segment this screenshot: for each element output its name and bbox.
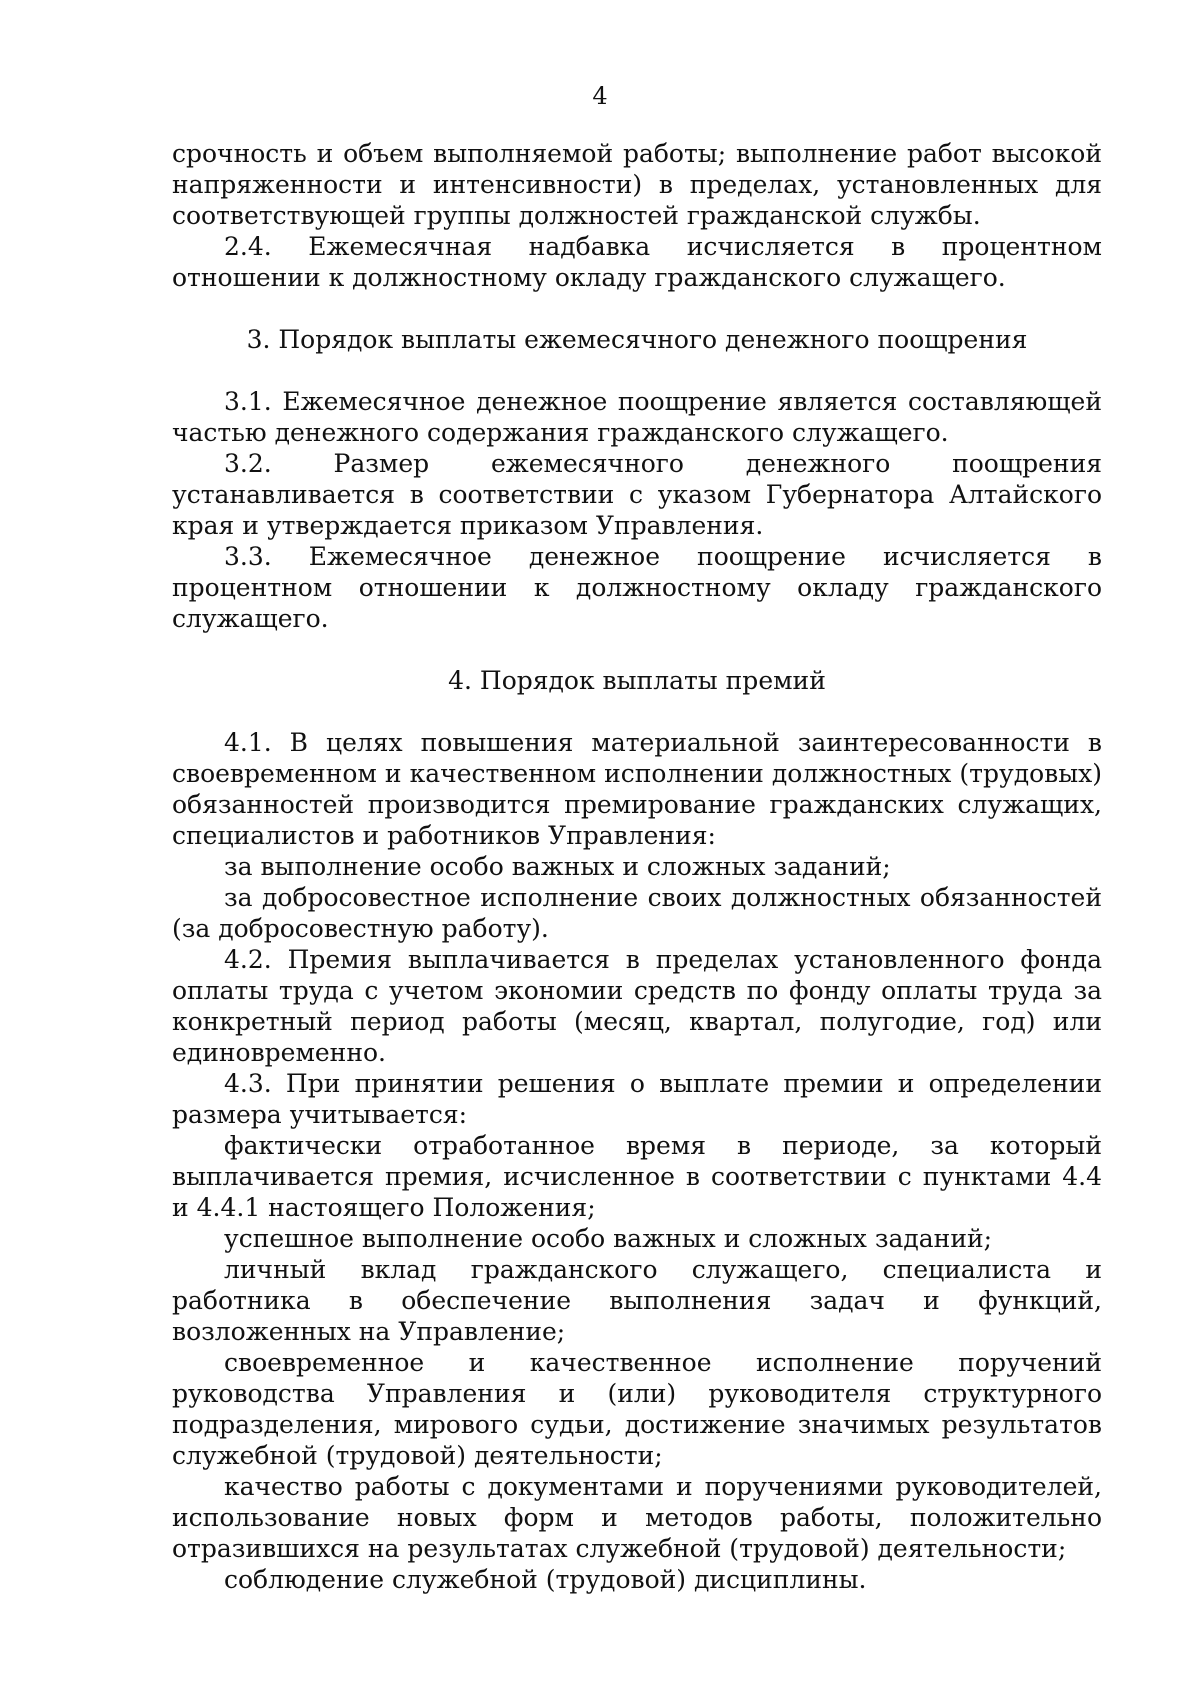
list-item-4-1-b: за добросовестное исполнение своих должностных обязанностей (за добросовестную работу). (172, 883, 1102, 943)
paragraph-4-1: 4.1. В целях повышения материальной заинтересованности в своевременном и качественном исполнении должностных (трудовых) обязанностей производится премирование гражданских служащих, специалистов и работников Управления: (172, 728, 1102, 850)
list-item-4-3-b: успешное выполнение особо важных и сложных заданий; (224, 1224, 993, 1253)
paragraph-3-2: 3.2. Размер ежемесячного денежного поощрения устанавливается в соответствии с указом Губернатора Алтайского края и утверждается приказом Управления. (172, 449, 1102, 540)
section-4-heading: 4. Порядок выплаты премий (448, 666, 826, 695)
list-item-4-3-f: соблюдение служебной (трудовой) дисциплины. (224, 1565, 867, 1594)
document-body (172, 138, 1102, 1595)
paragraph-2-4: 2.4. Ежемесячная надбавка исчисляется в процентном отношении к должностному окладу гражданского служащего. (172, 232, 1102, 292)
paragraph-4-3: 4.3. При принятии решения о выплате премии и определении размера учитывается: (172, 1069, 1102, 1129)
paragraph-3-3: 3.3. Ежемесячное денежное поощрение исчисляется в процентном отношении к должностному окладу гражданского служащего. (172, 542, 1102, 633)
paragraph-4-2: 4.2. Премия выплачивается в пределах установленного фонда оплаты труда с учетом экономии средств по фонду оплаты труда за конкретный период работы (месяц, квартал, полугодие, год) или единовременно. (172, 945, 1102, 1067)
list-item-4-3-a: фактически отработанное время в периоде, за который выплачивается премия, исчисленное в соответствии с пунктами 4.4 и 4.4.1 настоящего Положения; (172, 1131, 1102, 1222)
list-item-4-3-d: своевременное и качественное исполнение поручений руководства Управления и (или) руководителя структурного подразделения, мирового судьи, достижение значимых результатов служебной (трудовой) деятельности; (172, 1348, 1102, 1470)
list-item-4-1-a: за выполнение особо важных и сложных заданий; (224, 852, 891, 881)
list-item-4-3-e: качество работы с документами и поручениями руководителей, использование новых форм и методов работы, положительно отразившихся на результатах служебной (трудовой) деятельности; (172, 1472, 1102, 1563)
paragraph-continuation: срочность и объем выполняемой работы; выполнение работ высокой напряженности и интенсивности) в пределах, установленных для соответствующей группы должностей гражданской службы. (172, 139, 1102, 230)
list-item-4-3-c: личный вклад гражданского служащего, специалиста и работника в обеспечение выполнения задач и функций, возложенных на Управление; (172, 1255, 1102, 1346)
paragraph-3-1: 3.1. Ежемесячное денежное поощрение является составляющей частью денежного содержания гражданского служащего. (172, 387, 1102, 447)
section-3-heading: 3. Порядок выплаты ежемесячного денежного поощрения (246, 325, 1028, 354)
page-number: 4 (592, 82, 608, 110)
